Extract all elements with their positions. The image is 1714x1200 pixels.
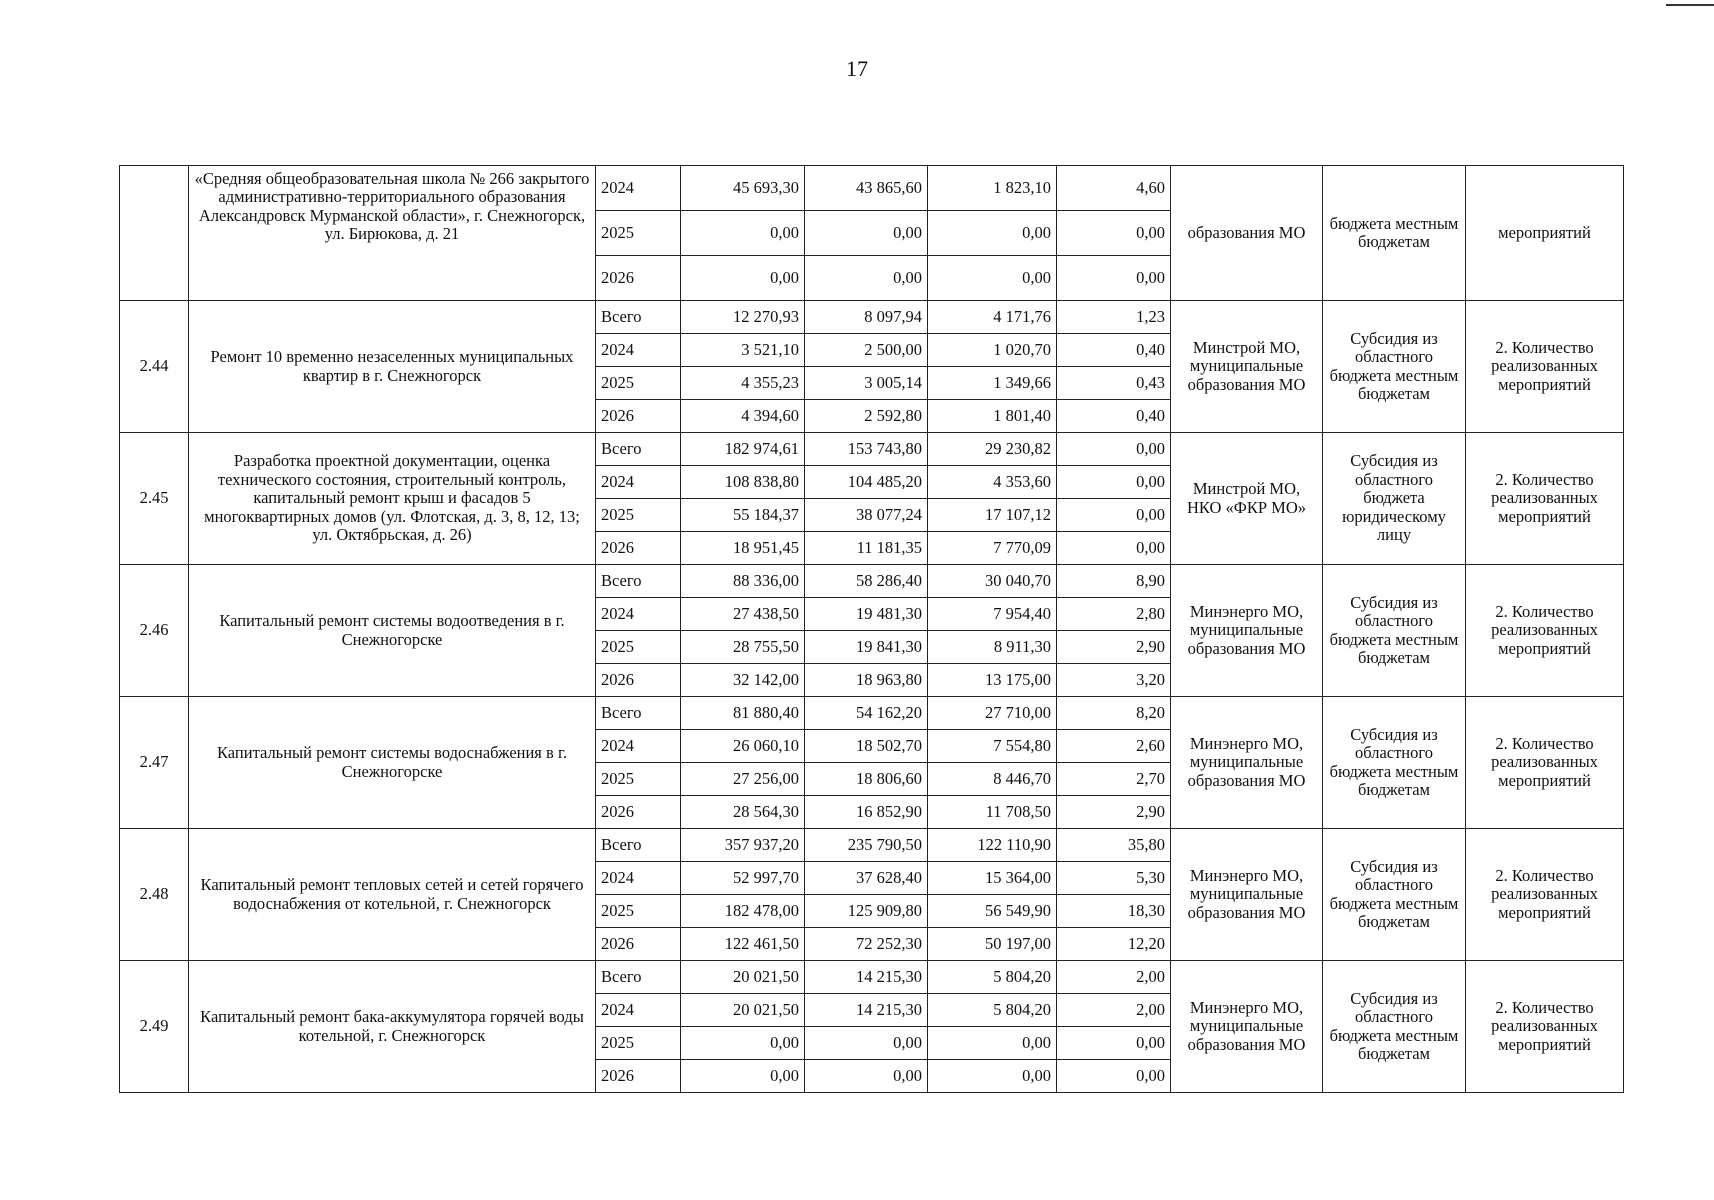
amount-total-cell: 20 021,50 [681, 994, 805, 1027]
period-cell: 2025 [596, 1027, 681, 1060]
amount-other-cell: 5,30 [1057, 862, 1171, 895]
period-cell: 2024 [596, 598, 681, 631]
table-row [120, 166, 1624, 211]
executor-cell: Минэнерго МО, муниципальные образования МО [1171, 697, 1323, 829]
amount-regional-cell: 0,00 [805, 1060, 928, 1093]
funding-source-cell: Субсидия из областного бюджета местным бюджетам [1323, 961, 1466, 1093]
amount-other-cell: 2,00 [1057, 994, 1171, 1027]
amount-total-cell: 0,00 [681, 1060, 805, 1093]
indicator-cell: 2. Количество реализованных мероприятий [1466, 829, 1624, 961]
amount-total-cell: 88 336,00 [681, 565, 805, 598]
amount-regional-cell: 14 215,30 [805, 961, 928, 994]
amount-total-cell: 45 693,30 [681, 166, 805, 211]
item-title-cell: Капитальный ремонт системы водоснабжения в г. Снежногорске [189, 697, 596, 829]
amount-other-cell: 35,80 [1057, 829, 1171, 862]
amount-regional-cell: 19 481,30 [805, 598, 928, 631]
period-cell: 2025 [596, 211, 681, 256]
period-cell: 2025 [596, 763, 681, 796]
amount-local-cell: 15 364,00 [928, 862, 1057, 895]
amount-local-cell: 7 554,80 [928, 730, 1057, 763]
amount-local-cell: 13 175,00 [928, 664, 1057, 697]
amount-total-cell: 12 270,93 [681, 301, 805, 334]
indicator-cell: мероприятий [1466, 166, 1624, 301]
amount-other-cell: 0,00 [1057, 466, 1171, 499]
period-cell: 2025 [596, 895, 681, 928]
amount-local-cell: 29 230,82 [928, 433, 1057, 466]
amount-total-cell: 20 021,50 [681, 961, 805, 994]
amount-total-cell: 27 438,50 [681, 598, 805, 631]
amount-total-cell: 4 394,60 [681, 400, 805, 433]
amount-local-cell: 0,00 [928, 256, 1057, 301]
period-cell: 2026 [596, 1060, 681, 1093]
period-cell: 2024 [596, 166, 681, 211]
item-title-cell: Ремонт 10 временно незаселенных муниципальных квартир в г. Снежногорск [189, 301, 596, 433]
amount-other-cell: 2,70 [1057, 763, 1171, 796]
amount-other-cell: 1,23 [1057, 301, 1171, 334]
amount-total-cell: 357 937,20 [681, 829, 805, 862]
amount-other-cell: 2,80 [1057, 598, 1171, 631]
executor-cell: образования МО [1171, 166, 1323, 301]
amount-total-cell: 3 521,10 [681, 334, 805, 367]
amount-other-cell: 0,00 [1057, 499, 1171, 532]
amount-regional-cell: 38 077,24 [805, 499, 928, 532]
amount-local-cell: 4 171,76 [928, 301, 1057, 334]
amount-total-cell: 28 564,30 [681, 796, 805, 829]
period-cell: 2025 [596, 499, 681, 532]
amount-other-cell: 18,30 [1057, 895, 1171, 928]
item-title-cell: Капитальный ремонт тепловых сетей и сетей горячего водоснабжения от котельной, г. Снежногорск [189, 829, 596, 961]
table-row [120, 961, 1624, 994]
amount-regional-cell: 16 852,90 [805, 796, 928, 829]
scan-edge-mark [1666, 4, 1714, 6]
amount-local-cell: 1 349,66 [928, 367, 1057, 400]
amount-total-cell: 28 755,50 [681, 631, 805, 664]
amount-local-cell: 8 911,30 [928, 631, 1057, 664]
period-cell: 2024 [596, 862, 681, 895]
amount-regional-cell: 3 005,14 [805, 367, 928, 400]
period-cell: 2026 [596, 400, 681, 433]
table-row [120, 301, 1624, 334]
amount-regional-cell: 2 500,00 [805, 334, 928, 367]
executor-cell: Минстрой МО, НКО «ФКР МО» [1171, 433, 1323, 565]
amount-other-cell: 0,40 [1057, 400, 1171, 433]
period-cell: Всего [596, 301, 681, 334]
executor-cell: Минэнерго МО, муниципальные образования МО [1171, 961, 1323, 1093]
table-row [120, 829, 1624, 862]
amount-total-cell: 55 184,37 [681, 499, 805, 532]
item-number-cell: 2.46 [120, 565, 189, 697]
amount-other-cell: 0,00 [1057, 433, 1171, 466]
table-row [120, 565, 1624, 598]
amount-other-cell: 2,60 [1057, 730, 1171, 763]
amount-local-cell: 0,00 [928, 1060, 1057, 1093]
item-title-cell: «Средняя общеобразовательная школа № 266 закрытого административно-территориального образования Александровск Мурманской области», г. Снежногорск, ул. Бирюкова, д. 21 [189, 166, 596, 301]
period-cell: 2026 [596, 532, 681, 565]
amount-other-cell: 2,90 [1057, 796, 1171, 829]
funding-source-cell: Субсидия из областного бюджета местным бюджетам [1323, 829, 1466, 961]
amount-local-cell: 1 823,10 [928, 166, 1057, 211]
indicator-cell: 2. Количество реализованных мероприятий [1466, 961, 1624, 1093]
period-cell: Всего [596, 829, 681, 862]
funding-source-cell: Субсидия из областного бюджета местным бюджетам [1323, 301, 1466, 433]
funding-source-cell: бюджета местным бюджетам [1323, 166, 1466, 301]
table-row [120, 433, 1624, 466]
page-number: 17 [846, 56, 868, 81]
amount-regional-cell: 19 841,30 [805, 631, 928, 664]
amount-regional-cell: 104 485,20 [805, 466, 928, 499]
amount-local-cell: 17 107,12 [928, 499, 1057, 532]
amount-other-cell: 0,00 [1057, 211, 1171, 256]
amount-local-cell: 5 804,20 [928, 994, 1057, 1027]
amount-other-cell: 0,00 [1057, 532, 1171, 565]
item-number-cell: 2.47 [120, 697, 189, 829]
indicator-cell: 2. Количество реализованных мероприятий [1466, 301, 1624, 433]
amount-local-cell: 30 040,70 [928, 565, 1057, 598]
period-cell: 2024 [596, 994, 681, 1027]
amount-other-cell: 8,20 [1057, 697, 1171, 730]
amount-total-cell: 182 974,61 [681, 433, 805, 466]
amount-regional-cell: 153 743,80 [805, 433, 928, 466]
amount-local-cell: 27 710,00 [928, 697, 1057, 730]
amount-regional-cell: 43 865,60 [805, 166, 928, 211]
period-cell: 2024 [596, 730, 681, 763]
indicator-cell: 2. Количество реализованных мероприятий [1466, 433, 1624, 565]
amount-total-cell: 52 997,70 [681, 862, 805, 895]
item-number-cell: 2.49 [120, 961, 189, 1093]
amount-total-cell: 81 880,40 [681, 697, 805, 730]
amount-local-cell: 0,00 [928, 211, 1057, 256]
period-cell: 2026 [596, 928, 681, 961]
amount-regional-cell: 0,00 [805, 256, 928, 301]
amount-other-cell: 2,90 [1057, 631, 1171, 664]
amount-other-cell: 12,20 [1057, 928, 1171, 961]
funding-source-cell: Субсидия из областного бюджета местным бюджетам [1323, 565, 1466, 697]
executor-cell: Минстрой МО, муниципальные образования МО [1171, 301, 1323, 433]
executor-cell: Минэнерго МО, муниципальные образования МО [1171, 565, 1323, 697]
amount-regional-cell: 125 909,80 [805, 895, 928, 928]
amount-total-cell: 0,00 [681, 1027, 805, 1060]
period-cell: 2026 [596, 256, 681, 301]
amount-local-cell: 7 954,40 [928, 598, 1057, 631]
amount-local-cell: 122 110,90 [928, 829, 1057, 862]
amount-other-cell: 8,90 [1057, 565, 1171, 598]
amount-other-cell: 0,00 [1057, 256, 1171, 301]
period-cell: 2024 [596, 334, 681, 367]
amount-total-cell: 18 951,45 [681, 532, 805, 565]
period-cell: Всего [596, 565, 681, 598]
amount-regional-cell: 18 963,80 [805, 664, 928, 697]
amount-total-cell: 0,00 [681, 211, 805, 256]
amount-total-cell: 0,00 [681, 256, 805, 301]
item-title-cell: Капитальный ремонт системы водоотведения в г. Снежногорске [189, 565, 596, 697]
amount-local-cell: 1 020,70 [928, 334, 1057, 367]
item-number-cell: 2.48 [120, 829, 189, 961]
period-cell: 2025 [596, 631, 681, 664]
amount-other-cell: 0,40 [1057, 334, 1171, 367]
amount-total-cell: 4 355,23 [681, 367, 805, 400]
program-table [119, 165, 1624, 1093]
amount-total-cell: 26 060,10 [681, 730, 805, 763]
amount-local-cell: 1 801,40 [928, 400, 1057, 433]
period-cell: Всего [596, 433, 681, 466]
period-cell: 2026 [596, 664, 681, 697]
item-title-cell: Разработка проектной документации, оценка технического состояния, строительный контроль, капитальный ремонт крыш и фасадов 5 многоквартирных домов (ул. Флотская, д. 3, 8, 12, 13; ул. Октябрьская, д. 26) [189, 433, 596, 565]
amount-local-cell: 8 446,70 [928, 763, 1057, 796]
amount-local-cell: 7 770,09 [928, 532, 1057, 565]
amount-total-cell: 27 256,00 [681, 763, 805, 796]
amount-other-cell: 2,00 [1057, 961, 1171, 994]
amount-other-cell: 0,00 [1057, 1027, 1171, 1060]
amount-local-cell: 5 804,20 [928, 961, 1057, 994]
amount-local-cell: 50 197,00 [928, 928, 1057, 961]
funding-source-cell: Субсидия из областного бюджета юридическому лицу [1323, 433, 1466, 565]
indicator-cell: 2. Количество реализованных мероприятий [1466, 565, 1624, 697]
amount-regional-cell: 18 806,60 [805, 763, 928, 796]
amount-other-cell: 0,00 [1057, 1060, 1171, 1093]
amount-regional-cell: 11 181,35 [805, 532, 928, 565]
amount-total-cell: 32 142,00 [681, 664, 805, 697]
amount-local-cell: 11 708,50 [928, 796, 1057, 829]
period-cell: 2025 [596, 367, 681, 400]
period-cell: 2026 [596, 796, 681, 829]
amount-regional-cell: 72 252,30 [805, 928, 928, 961]
amount-other-cell: 3,20 [1057, 664, 1171, 697]
period-cell: Всего [596, 961, 681, 994]
period-cell: 2024 [596, 466, 681, 499]
amount-regional-cell: 235 790,50 [805, 829, 928, 862]
amount-local-cell: 56 549,90 [928, 895, 1057, 928]
amount-total-cell: 108 838,80 [681, 466, 805, 499]
item-number-cell: 2.44 [120, 301, 189, 433]
amount-regional-cell: 58 286,40 [805, 565, 928, 598]
executor-cell: Минэнерго МО, муниципальные образования МО [1171, 829, 1323, 961]
item-title-cell: Капитальный ремонт бака-аккумулятора горячей воды котельной, г. Снежногорск [189, 961, 596, 1093]
item-number-cell [120, 166, 189, 301]
amount-regional-cell: 14 215,30 [805, 994, 928, 1027]
amount-local-cell: 0,00 [928, 1027, 1057, 1060]
amount-other-cell: 0,43 [1057, 367, 1171, 400]
period-cell: Всего [596, 697, 681, 730]
indicator-cell: 2. Количество реализованных мероприятий [1466, 697, 1624, 829]
amount-regional-cell: 54 162,20 [805, 697, 928, 730]
amount-regional-cell: 37 628,40 [805, 862, 928, 895]
funding-source-cell: Субсидия из областного бюджета местным бюджетам [1323, 697, 1466, 829]
amount-total-cell: 122 461,50 [681, 928, 805, 961]
amount-other-cell: 4,60 [1057, 166, 1171, 211]
table-row [120, 697, 1624, 730]
item-number-cell: 2.45 [120, 433, 189, 565]
amount-local-cell: 4 353,60 [928, 466, 1057, 499]
amount-regional-cell: 2 592,80 [805, 400, 928, 433]
amount-regional-cell: 0,00 [805, 1027, 928, 1060]
amount-total-cell: 182 478,00 [681, 895, 805, 928]
amount-regional-cell: 18 502,70 [805, 730, 928, 763]
amount-regional-cell: 0,00 [805, 211, 928, 256]
amount-regional-cell: 8 097,94 [805, 301, 928, 334]
